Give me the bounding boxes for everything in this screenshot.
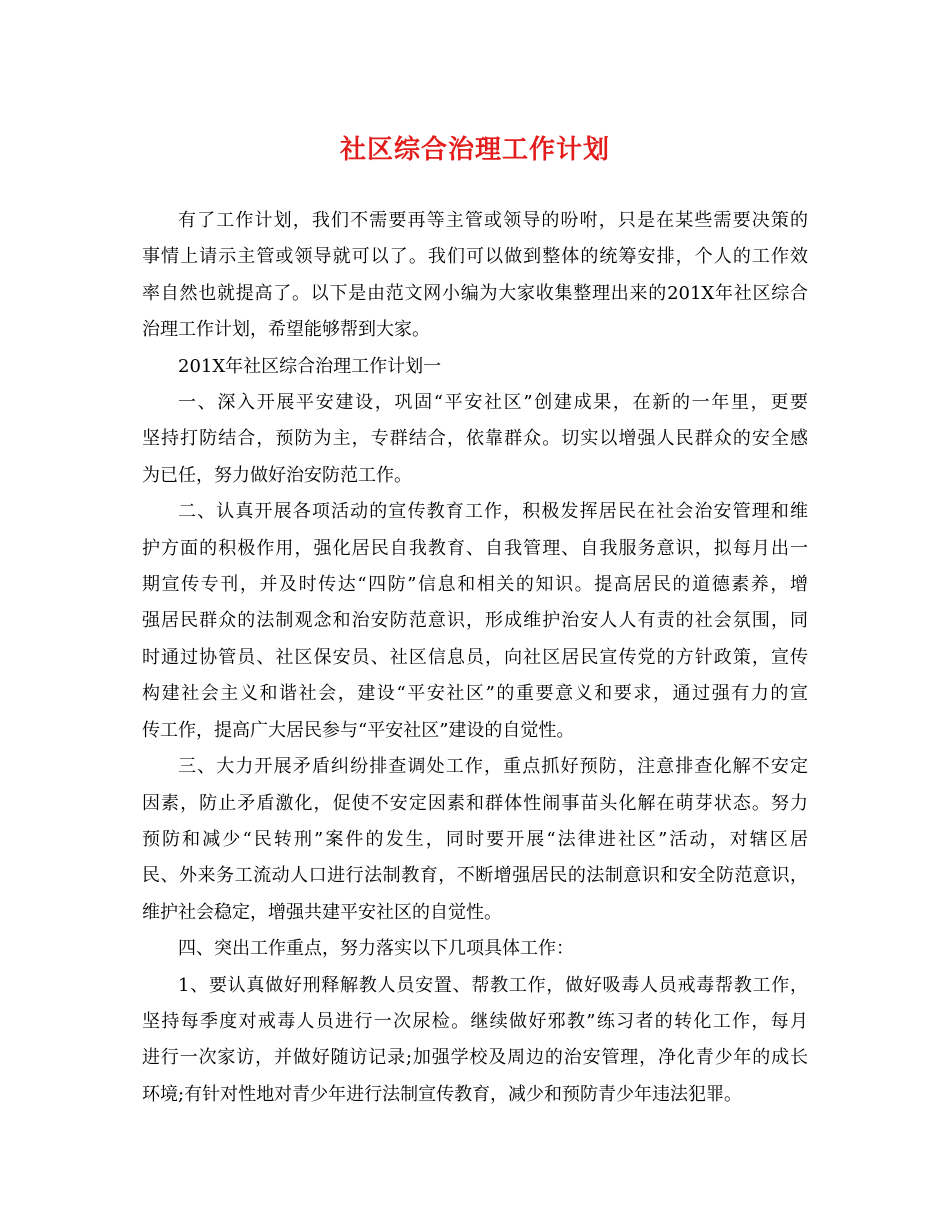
paragraph-line: 201X年社区综合治理工作计划一: [178, 355, 442, 377]
paragraph-line: 预防和减少“民转刑”案件的发生，同时要开展“法律进社区”活动，对辖区居: [142, 828, 808, 850]
paragraph-line: 四、突出工作重点，努力落实以下几项具体工作：: [178, 938, 574, 960]
paragraph-line: 率自然也就提高了。以下是由范文网小编为大家收集整理出来的201X年社区综合: [142, 282, 808, 304]
paragraph-line: 护方面的积极作用，强化居民自我教育、自我管理、自我服务意识，拟每月出一: [142, 537, 808, 559]
paragraph-line: 坚持每季度对戒毒人员进行一次尿检。继续做好邪教”练习者的转化工作，每月: [142, 1010, 808, 1032]
paragraph-line: 一、深入开展平安建设，巩固“平安社区”创建成果，在新的一年里，更要: [178, 392, 808, 414]
document-title: 社区综合治理工作计划: [339, 135, 610, 165]
paragraph-item-1: [142, 385, 808, 494]
paragraph-line: 进行一次家访，并做好随访记录;加强学校及周边的治安管理，净化青少年的成长: [142, 1047, 808, 1069]
paragraph-line: 治理工作计划，希望能够帮到大家。: [142, 319, 430, 341]
document-body: [142, 203, 808, 1113]
paragraph-line: 民、外来务工流动人口进行法制教育，不断增强居民的法制意识和安全防范意识，: [142, 865, 808, 887]
paragraph-item-3: [142, 749, 808, 931]
paragraph-line: 传工作，提高广大居民参与“平安社区”建设的自觉性。: [142, 719, 575, 741]
paragraph-line: 强居民群众的法制观念和治安防范意识，形成维护治安人人有责的社会氛围，同: [142, 610, 808, 632]
paragraph-line: 为已任，努力做好治安防范工作。: [142, 464, 412, 486]
paragraph-line: 期宣传专刊，并及时传达“四防”信息和相关的知识。提高居民的道德素养，增: [142, 574, 808, 596]
paragraph-line: 构建社会主义和谐社会，建设“平安社区”的重要意义和要求，通过强有力的宣: [142, 683, 808, 705]
paragraph-line: 三、大力开展矛盾纠纷排查调处工作，重点抓好预防，注意排查化解不安定: [178, 756, 808, 778]
paragraph-item-2: [142, 494, 808, 749]
paragraph-line: 二、认真开展各项活动的宣传教育工作，积极发挥居民在社会治安管理和维: [178, 501, 808, 523]
paragraph-line: 时通过协管员、社区保安员、社区信息员，向社区居民宣传党的方针政策，宣传: [142, 646, 808, 668]
paragraph-line: 维护社会稳定，增强共建平安社区的自觉性。: [142, 901, 502, 923]
paragraph-line: 环境;有针对性地对青少年进行法制宣传教育，减少和预防青少年违法犯罪。: [142, 1083, 743, 1105]
paragraph-item-4: [142, 931, 808, 967]
paragraph-line: 1、要认真做好刑释解教人员安置、帮教工作，做好吸毒人员戒毒帮教工作，: [178, 974, 808, 996]
paragraph-subtitle: [142, 349, 808, 385]
paragraph-intro: [142, 203, 808, 349]
paragraph-subitem-1: [142, 968, 808, 1114]
paragraph-line: 坚持打防结合，预防为主，专群结合，依靠群众。切实以增强人民群众的安全感: [142, 428, 808, 450]
paragraph-line: 因素，防止矛盾激化，促使不安定因素和群体性闹事苗头化解在萌芽状态。努力: [142, 792, 808, 814]
paragraph-line: 有了工作计划，我们不需要再等主管或领导的吩咐，只是在某些需要决策的: [178, 210, 808, 231]
paragraph-line: 事情上请示主管或领导就可以了。我们可以做到整体的统筹安排，个人的工作效: [142, 246, 808, 268]
